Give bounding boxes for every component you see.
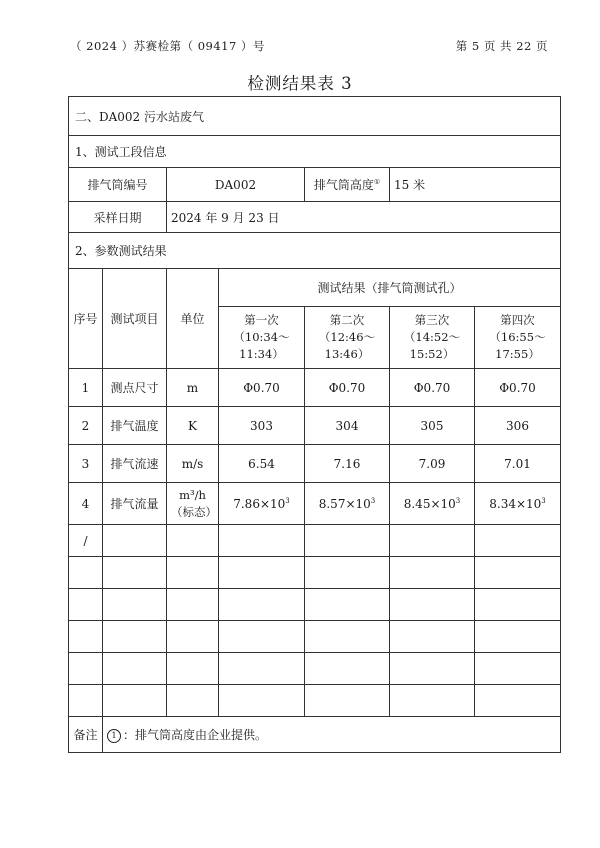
stack-height-label-cell bbox=[305, 168, 390, 202]
row-value: $8.45\times 10^3$ bbox=[390, 483, 475, 525]
row-no: 2 bbox=[69, 407, 103, 445]
row-value: $8.34\times 10^3$ bbox=[475, 483, 561, 525]
row-value: 304 bbox=[305, 407, 390, 445]
table-row-blank bbox=[69, 685, 561, 717]
page-title: 检测结果表 3 bbox=[247, 74, 353, 93]
remark-label: 备注 bbox=[69, 717, 103, 753]
remark-mark: 1 bbox=[107, 729, 121, 743]
run-header-1: 第一次 （10:34～ 11:34） bbox=[219, 307, 305, 369]
row-value: 7.09 bbox=[390, 445, 475, 483]
row-no: 1 bbox=[69, 369, 103, 407]
row-unit: m/s bbox=[167, 445, 219, 483]
row-value: 6.54 bbox=[219, 445, 305, 483]
page-indicator: 第 5 页 共 22 页 bbox=[455, 39, 548, 53]
row-item: 排气温度 bbox=[103, 407, 167, 445]
remark-row bbox=[69, 717, 561, 753]
col-header-unit: 单位 bbox=[167, 269, 219, 369]
col-header-no: 序号 bbox=[69, 269, 103, 369]
stack-no-value: DA002 bbox=[167, 168, 305, 202]
row-item: 测点尺寸 bbox=[103, 369, 167, 407]
section-info-title: 1、测试工段信息 bbox=[69, 136, 561, 168]
table-row-blank bbox=[69, 589, 561, 621]
row-item: 排气流速 bbox=[103, 445, 167, 483]
results-header-row bbox=[69, 269, 561, 307]
row-value: Φ0.70 bbox=[475, 369, 561, 407]
run-header-2: 第二次 （12:46～ 13:46） bbox=[305, 307, 390, 369]
info-row-date bbox=[69, 202, 561, 233]
row-value: $8.57\times 10^3$ bbox=[305, 483, 390, 525]
table-row bbox=[69, 369, 561, 407]
remark-cell bbox=[103, 717, 561, 753]
stack-height-label: 排气筒高度 bbox=[313, 178, 374, 192]
row-value: $7.86\times 10^3$ bbox=[219, 483, 305, 525]
col-header-group: 测试结果（排气筒测试孔） bbox=[219, 269, 561, 307]
run-header-3: 第三次 （14:52～ 15:52） bbox=[390, 307, 475, 369]
sample-date-label: 采样日期 bbox=[69, 202, 167, 233]
run-header-4: 第四次 （16:55～ 17:55） bbox=[475, 307, 561, 369]
table-row bbox=[69, 483, 561, 525]
row-item: 排气流量 bbox=[103, 483, 167, 525]
info-row-stack bbox=[69, 168, 561, 202]
table-row bbox=[69, 407, 561, 445]
row-unit: K bbox=[167, 407, 219, 445]
table-row-blank bbox=[69, 653, 561, 685]
row-value: 305 bbox=[390, 407, 475, 445]
row-value: Φ0.70 bbox=[219, 369, 305, 407]
table-row bbox=[69, 445, 561, 483]
row-value: Φ0.70 bbox=[305, 369, 390, 407]
report-number: （ 2024 ）苏赛检第（ 09417 ）号 bbox=[70, 39, 265, 53]
table-row-blank bbox=[69, 621, 561, 653]
row-no: 3 bbox=[69, 445, 103, 483]
row-value: 7.16 bbox=[305, 445, 390, 483]
table-row-blank bbox=[69, 557, 561, 589]
sample-date-value: 2024 年 9 月 23 日 bbox=[167, 202, 561, 233]
row-value: 306 bbox=[475, 407, 561, 445]
row-value: 303 bbox=[219, 407, 305, 445]
stack-height-value: 15 米 bbox=[390, 168, 561, 202]
blank-mark: / bbox=[69, 525, 103, 557]
stack-height-note: ① bbox=[373, 178, 381, 186]
row-value: 7.01 bbox=[475, 445, 561, 483]
remark-text: ：排气筒高度由企业提供。 bbox=[123, 728, 268, 742]
stack-no-label: 排气筒编号 bbox=[69, 168, 167, 202]
row-unit: m³/h （标态） bbox=[167, 483, 219, 525]
results-table bbox=[68, 96, 561, 753]
col-header-item: 测试项目 bbox=[103, 269, 167, 369]
section-main-title: 二、DA002 污水站废气 bbox=[69, 97, 561, 136]
row-no: 4 bbox=[69, 483, 103, 525]
row-value: Φ0.70 bbox=[390, 369, 475, 407]
row-unit: m bbox=[167, 369, 219, 407]
section-params-title: 2、参数测试结果 bbox=[69, 233, 561, 269]
table-row-blank bbox=[69, 525, 561, 557]
